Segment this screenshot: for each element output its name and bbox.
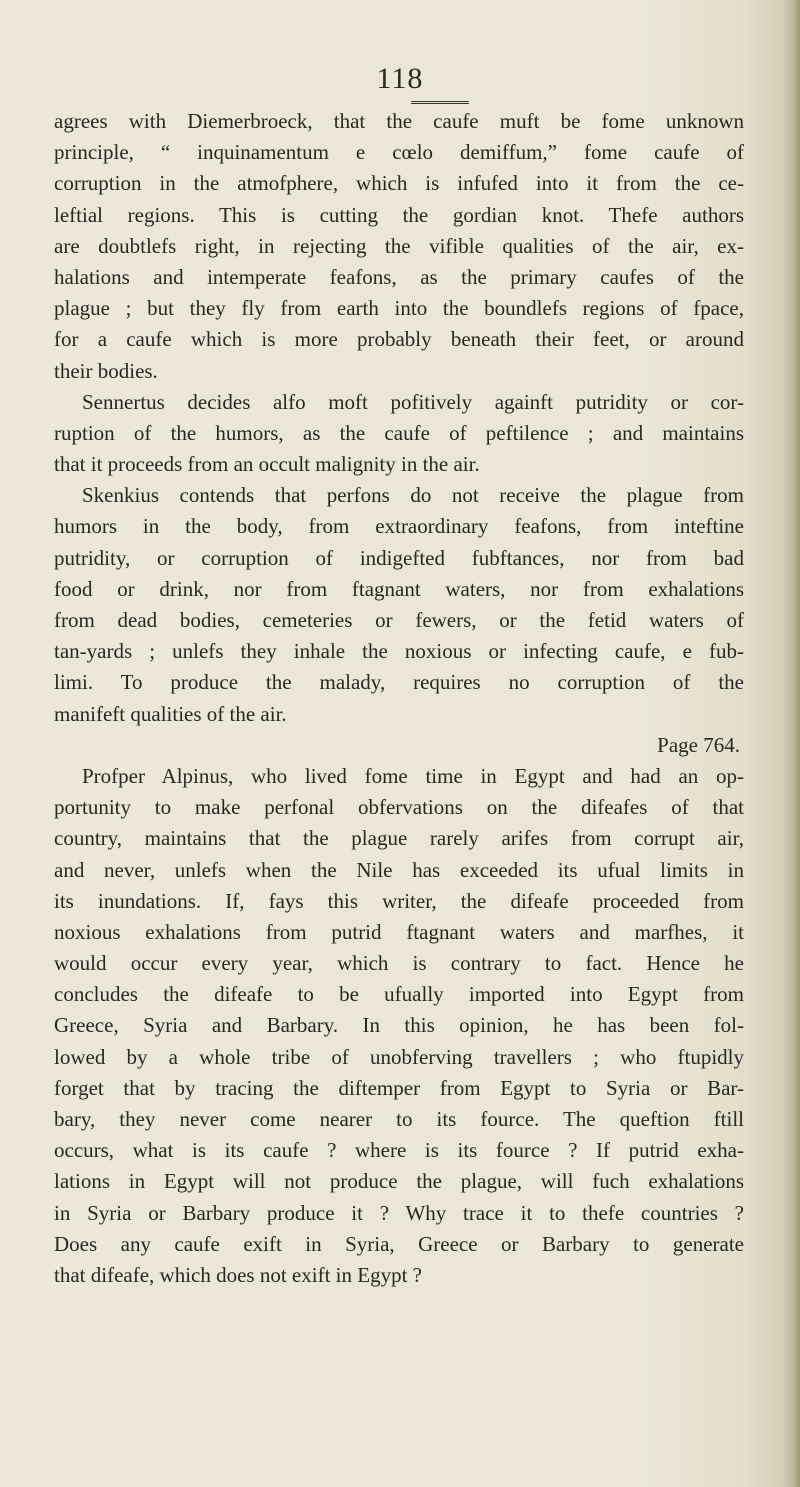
text-line: country, maintains that the plague rarely arifes from corrupt air, bbox=[54, 826, 744, 851]
text-line: occurs, what is its caufe ? where is its fource ? If putrid exha- bbox=[54, 1138, 744, 1163]
text-line: would occur every year, which is contrary to fact. Hence he bbox=[54, 951, 744, 976]
body-text bbox=[54, 106, 744, 1291]
text-line: agrees with Diemerbroeck, that the caufe muft be fome unknown bbox=[54, 109, 744, 133]
text-line: halations and intemperate feafons, as the primary caufes of the bbox=[54, 264, 744, 289]
text-line: principle, “ inquinamentum e cœlo demiffum,” fome caufe of bbox=[54, 140, 744, 165]
text-line: food or drink, nor from ftagnant waters, nor from exhalations bbox=[54, 576, 744, 601]
text-line: bary, they never come nearer to its fource. The queftion ftill bbox=[54, 1107, 744, 1131]
text-line: humors in the body, from extraordinary feafons, from inteftine bbox=[54, 514, 744, 539]
text-line: putridity, or corruption of indigefted fubftances, nor from bad bbox=[54, 545, 744, 570]
text-line: for a caufe which is more probably beneath their feet, or around bbox=[54, 327, 744, 352]
text-line: lations in Egypt will not produce the plague, will fuch exhalations bbox=[54, 1169, 744, 1194]
text-line: Profper Alpinus, who lived fome time in Egypt and had an op- bbox=[82, 763, 744, 788]
text-line: Sennertus decides alfo moft pofitively againft putridity or cor- bbox=[82, 389, 744, 414]
page-number: 118 bbox=[376, 62, 424, 95]
text-line: plague ; but they fly from earth into the boundlefs regions of fpace, bbox=[54, 296, 744, 321]
text-line: from dead bodies, cemeteries or fewers, or the fetid waters of bbox=[54, 608, 744, 632]
text-line: forget that by tracing the diftemper from Egypt to Syria or Bar- bbox=[54, 1075, 744, 1100]
header-rule bbox=[411, 101, 469, 104]
page-reference: Page 764. bbox=[657, 732, 740, 757]
text-line: in Syria or Barbary produce it ? Why trace it to thefe countries ? bbox=[54, 1200, 744, 1225]
text-line: that it proceeds from an occult malignity in the air. bbox=[54, 452, 480, 477]
page-edge-shadow bbox=[782, 0, 800, 1487]
text-line: their bodies. bbox=[54, 358, 158, 383]
text-line: its inundations. If, fays this writer, the difeafe proceeded from bbox=[54, 888, 744, 913]
text-line: Does any caufe exift in Syria, Greece or Barbary to generate bbox=[54, 1231, 744, 1256]
text-line: portunity to make perfonal obfervations on the difeafes of that bbox=[54, 795, 744, 820]
text-line: Greece, Syria and Barbary. In this opinion, he has been fol- bbox=[54, 1013, 744, 1038]
text-line: are doubtlefs right, in rejecting the vifible qualities of the air, ex- bbox=[54, 233, 744, 258]
text-line: leftial regions. This is cutting the gordian knot. Thefe authors bbox=[54, 202, 744, 227]
text-line: manifeft qualities of the air. bbox=[54, 701, 287, 726]
text-line: noxious exhalations from putrid ftagnant waters and marfhes, it bbox=[54, 919, 744, 944]
text-line: concludes the difeafe to be ufually imported into Egypt from bbox=[54, 982, 744, 1007]
text-line: that difeafe, which does not exift in Egypt ? bbox=[54, 1262, 422, 1287]
text-line: corruption in the atmofphere, which is infufed into it from the ce- bbox=[54, 171, 744, 196]
text-line: tan-yards ; unlefs they inhale the noxious or infecting caufe, e fub- bbox=[54, 639, 744, 664]
text-line: limi. To produce the malady, requires no corruption of the bbox=[54, 670, 744, 695]
text-line: and never, unlefs when the Nile has exceeded its ufual limits in bbox=[54, 857, 744, 882]
text-line: ruption of the humors, as the caufe of peftilence ; and maintains bbox=[54, 420, 744, 445]
text-line: lowed by a whole tribe of unobferving travellers ; who ftupidly bbox=[54, 1044, 744, 1069]
text-line: Skenkius contends that perfons do not receive the plague from bbox=[82, 483, 744, 508]
